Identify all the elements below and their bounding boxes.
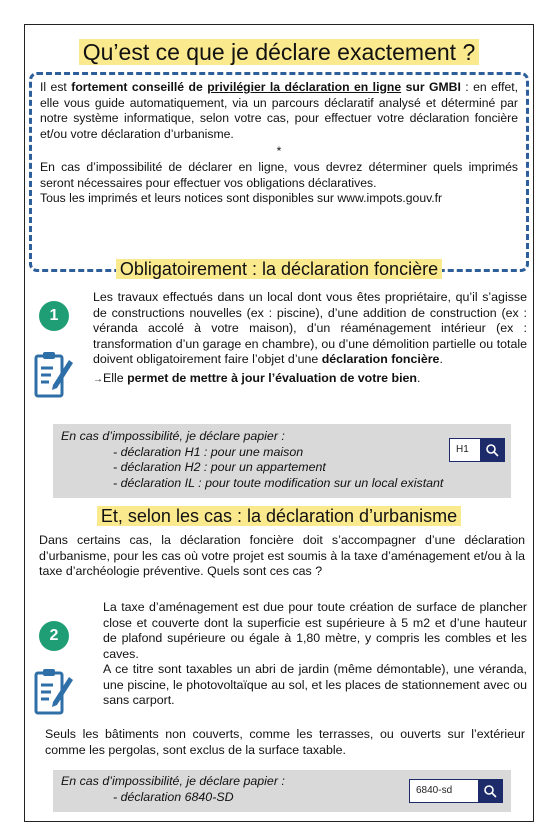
box-item: - déclaration IL : pour toute modification sur un local existant <box>113 475 444 490</box>
section1-title: Obligatoirement : la déclaration foncière <box>25 259 533 280</box>
section2-title: Et, selon les cas : la déclaration d’urbanisme <box>25 506 533 527</box>
page-title: Qu’est ce que je déclare exactement ? <box>25 39 533 66</box>
search-input[interactable]: H1 <box>456 444 469 455</box>
separator: * <box>276 144 282 159</box>
section2-outro: Seuls les bâtiments non couverts, comme les terrasses, ou ouverts sur l’extérieur comme les pergolas, sont exclus de la surface taxable. <box>45 727 525 757</box>
box-item: - déclaration 6840-SD <box>113 789 234 804</box>
box-item: - déclaration H2 : pour un appartement <box>113 460 326 474</box>
section2-text <box>103 600 527 709</box>
intro-paragraph-2: En cas d’impossibilité de déclarer en ligne, vous devrez déterminer quels imprimés seront nécessaires pour effectuer vos obligations déclaratives. <box>40 159 518 190</box>
step-badge-1: 1 <box>39 301 69 331</box>
clipboard-pen-icon <box>33 350 75 402</box>
search-button[interactable] <box>478 780 502 802</box>
section2-intro: Dans certains cas, la déclaration foncière doit s’accompagner d’une déclaration d’urbanisme, pour les cas où votre projet est soumis à la taxe d’aménagement et/ou à la taxe d’archéologie préventive. Quels sont ces cas ? <box>39 533 525 578</box>
page-frame <box>24 24 534 822</box>
search-icon <box>483 784 497 798</box>
section1-text: Les travaux effectués dans un local dont vous êtes propriétaire, qu’il s’agisse de constructions nouvelles (ex : piscine), d’une addition de construction (ex : véranda accolé à votre maison), d’un réaménagement intérieur (ex : transformation d’un garage en chambre), ou d’une démolition partielle ou totale doivent obligatoirement faire l’objet d’une déclaration foncière. →Elle permet de mettre à jour l’évaluation de votre bien. <box>93 290 527 385</box>
section2-paragraph-2: A ce titre sont taxables un abri de jardin (même démontable), une véranda, une piscine, le photovoltaïque au sol, et les places de stationnement avec ou sans carport. <box>103 662 527 707</box>
intro-paragraph-3: Tous les imprimés et leurs notices sont disponibles sur www.impots.gouv.fr <box>40 191 443 206</box>
box-item: - déclaration H1 : pour une maison <box>113 444 304 459</box>
box-heading: En cas d’impossibilité, je déclare papier : <box>61 774 285 788</box>
paper-declaration-box-1 <box>53 424 511 498</box>
search-bar[interactable] <box>409 779 503 803</box>
search-icon <box>485 443 499 457</box>
intro-box <box>29 72 529 272</box>
section2-paragraph-1: La taxe d’aménagement est due pour toute création de surface de plancher close et couverte dont la superficie est supérieure à 5 m2 et d’une hauteur de plafond supérieure ou égale à 1,80 mètre, y compris les combles et les caves. <box>103 600 527 661</box>
search-button[interactable] <box>480 439 504 461</box>
clipboard-pen-icon <box>33 667 75 719</box>
box-heading: En cas d’impossibilité, je déclare papier : <box>61 429 285 443</box>
search-bar[interactable] <box>449 438 505 462</box>
search-input[interactable]: 6840-sd <box>416 785 453 796</box>
paper-declaration-box-2 <box>53 770 511 812</box>
intro-paragraph: Il est fortement conseillé de privilégier la déclaration en ligne sur GMBI : en effet, elle vous guide automatiquement, via un parcours déclaratif analysé et déterminé par notre système informatique, selon votre cas, pour effectuer votre déclaration foncière et/ou votre déclaration d’urbanisme. <box>40 80 519 141</box>
step-badge-2: 2 <box>39 621 69 651</box>
arrow-icon: → <box>93 373 103 385</box>
